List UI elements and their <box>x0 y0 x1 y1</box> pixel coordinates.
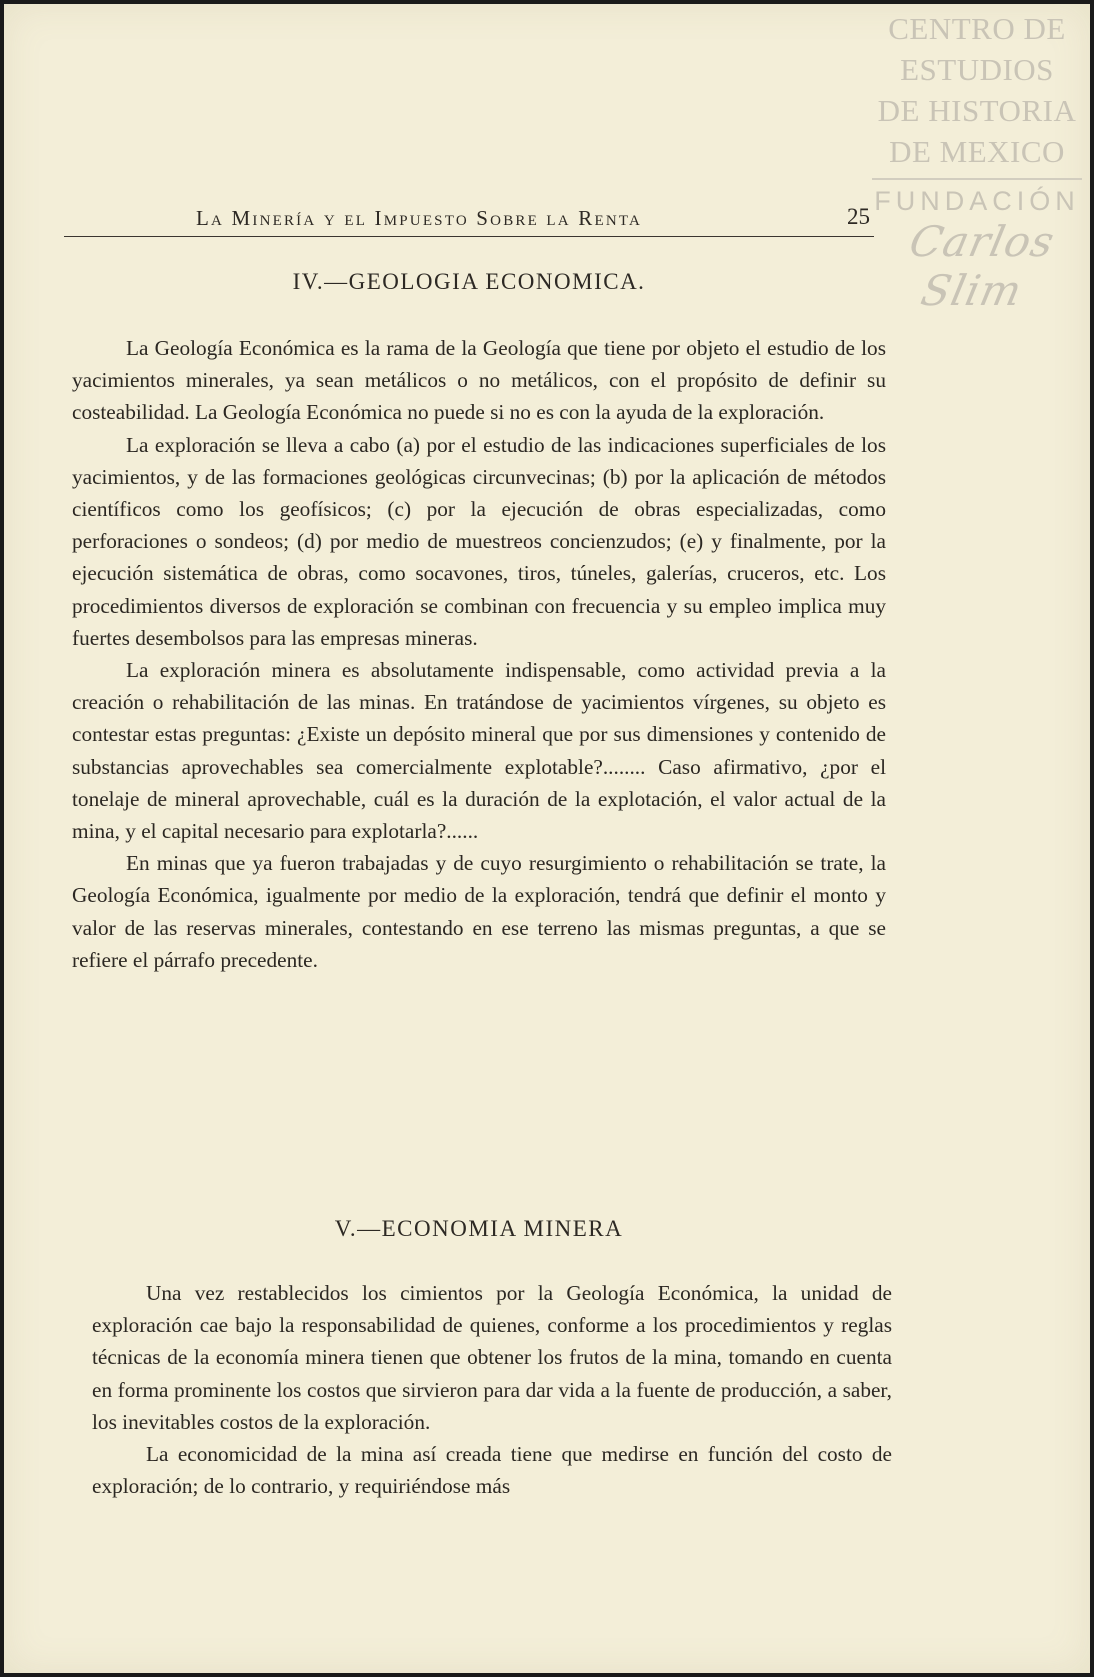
page-number: 25 <box>847 204 870 229</box>
watermark-line: ESTUDIOS <box>900 52 1054 87</box>
running-head-title: La Minería y el Impuesto Sobre la Renta <box>196 206 643 230</box>
paragraph: La economicidad de la mina así creada tiene que medirse en función del costo de exploración; de lo contrario, y requiriéndose más <box>92 1442 892 1499</box>
watermark <box>872 8 1082 315</box>
watermark-foundation: FUNDACIÓN <box>874 186 1080 216</box>
paragraph: Una vez restablecidos los cimientos por la Geología Económica, la unidad de exploración cae bajo la responsabilidad de quienes, conforme a los procedimientos y reglas técnicas de la economía minera tienen que obtener los frutos de la mina, tomando en cuenta en forma prominente los costos que sirvieron para dar vida a la fuente de producción, a saber, los inevitables costos de la exploración. <box>92 1281 892 1434</box>
watermark-institution <box>872 8 1082 180</box>
section-body-geologia <box>72 332 886 976</box>
section-body-economia <box>92 1277 892 1502</box>
paragraph: La exploración minera es absolutamente indispensable, como actividad previa a la creación o rehabilitación de las minas. En tratándose de yacimientos vírgenes, su objeto es contestar estas preguntas: ¿Existe un depósito mineral que por sus dimensiones y contenido de substancias aprovechables sea comercialmente explotable?........ Caso afirmativo, ¿por el tonelaje de mineral aprovechable, cuál es la duración de la explotación, el valor actual de la mina, y el capital necesario para explotarla?...... <box>72 658 886 844</box>
paragraph: En minas que ya fueron trabajadas y de cuyo resurgimiento o rehabilitación se trate, la Geología Económica, igualmente por medio de la exploración, tendrá que definir el monto y valor de las reservas minerales, contestando en ese terreno las mismas preguntas, a que se refiere el párrafo precedente. <box>72 851 886 972</box>
running-head <box>64 202 874 237</box>
watermark-line: CENTRO DE <box>888 11 1066 46</box>
section-title-geologia: IV.—GEOLOGIA ECONOMICA. <box>292 269 646 294</box>
watermark-signature: Carlos Slim <box>905 217 1060 315</box>
watermark-line: DE HISTORIA <box>877 93 1077 128</box>
document-page <box>4 4 1090 1673</box>
watermark-line: DE MEXICO <box>889 134 1065 169</box>
section-title-economia: V.—ECONOMIA MINERA <box>334 1216 624 1241</box>
paragraph: La exploración se lleva a cabo (a) por el estudio de las indicaciones superficiales de los yacimientos, y de las formaciones geológicas circunvecinas; (b) por la aplicación de métodos científicos como los geofísicos; (c) por la ejecución de obras especializadas, como perforaciones o sondeos; (d) por medio de muestreos concienzudos; (e) y finalmente, por la ejecución sistemática de obras, como socavones, tiros, túneles, galerías, cruceros, etc. Los procedimientos diversos de exploración se combinan con frecuencia y su empleo implica muy fuertes desembolsos para las empresas mineras. <box>72 432 886 650</box>
paragraph: La Geología Económica es la rama de la Geología que tiene por objeto el estudio de los yacimientos minerales, ya sean metálicos o no metálicos, con el propósito de definir su costeabilidad. La Geología Económica no puede si no es con la ayuda de la exploración. <box>72 336 886 425</box>
